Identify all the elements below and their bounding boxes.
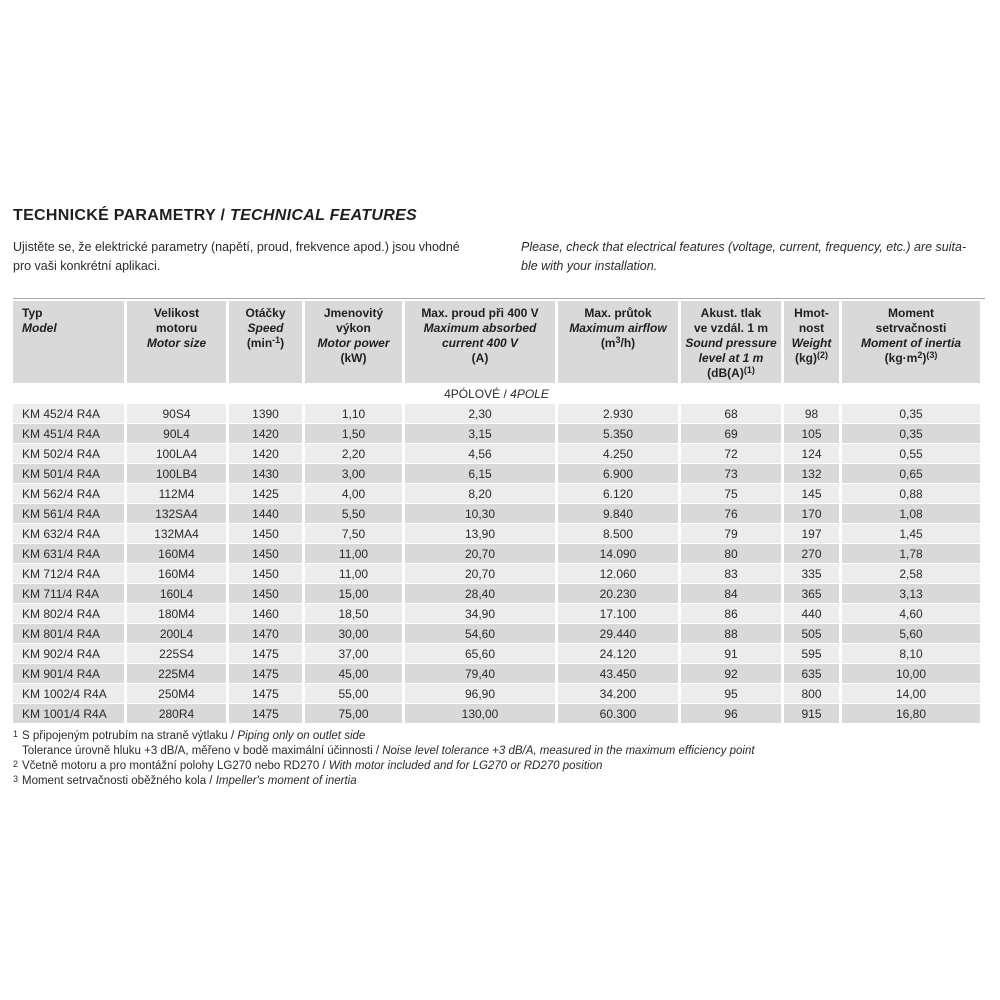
table-row (13, 404, 980, 423)
cell-motor-power: 75,00 (305, 704, 402, 723)
intro-czech-line1: Ujistěte se, že elektrické parametry (napětí, proud, frekvence apod.) jsou vhodné (13, 240, 460, 254)
table-wrap (10, 300, 983, 724)
cell-max-airflow: 8.500 (558, 524, 678, 543)
intro-english (521, 238, 988, 276)
col-header-typ: Typ Model (13, 301, 124, 383)
pole-section-czech: 4PÓLOVÉ (444, 386, 501, 401)
cell-typ: KM 631/4 R4A (13, 544, 124, 563)
cell-sound-pressure: 72 (681, 444, 781, 463)
cell-inertia: 10,00 (842, 664, 980, 683)
cell-max-airflow: 2.930 (558, 404, 678, 423)
cell-max-current: 6,15 (405, 464, 555, 483)
cell-typ: KM 632/4 R4A (13, 524, 124, 543)
cell-max-airflow: 29.440 (558, 624, 678, 643)
cell-typ: KM 902/4 R4A (13, 644, 124, 663)
footnote-separator: / (319, 760, 329, 772)
cell-motor-power: 7,50 (305, 524, 402, 543)
footnote-separator: / (227, 730, 238, 742)
cell-motor-size: 250M4 (127, 684, 226, 703)
cell-motor-size: 160L4 (127, 584, 226, 603)
cell-max-current: 13,90 (405, 524, 555, 543)
table-row (13, 444, 980, 463)
footnote-separator: / (372, 745, 383, 757)
table-row (13, 684, 980, 703)
cell-sound-pressure: 83 (681, 564, 781, 583)
cell-sound-pressure: 92 (681, 664, 781, 683)
page-title-czech: TECHNICKÉ PARAMETRY (13, 207, 216, 224)
table-row (13, 664, 980, 683)
cell-inertia: 4,60 (842, 604, 980, 623)
footnote-text (22, 729, 365, 744)
footnote-separator: / (206, 775, 216, 787)
cell-inertia: 8,10 (842, 644, 980, 663)
cell-typ: KM 502/4 R4A (13, 444, 124, 463)
cell-weight: 170 (784, 504, 839, 523)
cell-inertia: 0,65 (842, 464, 980, 483)
cell-weight: 595 (784, 644, 839, 663)
cell-max-current: 4,56 (405, 444, 555, 463)
footnote-marker: 2 (13, 759, 19, 769)
cell-inertia: 0,35 (842, 424, 980, 443)
cell-max-current: 130,00 (405, 704, 555, 723)
cell-typ: KM 802/4 R4A (13, 604, 124, 623)
cell-typ: KM 712/4 R4A (13, 564, 124, 583)
cell-sound-pressure: 76 (681, 504, 781, 523)
cell-max-airflow: 20.230 (558, 584, 678, 603)
col-header-weight: Hmot- nost Weight (kg)$^{(2)}$ (784, 301, 839, 383)
col-header-motor-power: Jmenovitý výkon Motor power (kW) (305, 301, 402, 383)
col-header-max-airflow: Max. průtok Maximum airflow $(m^3/h)$ (558, 301, 678, 383)
cell-motor-power: 55,00 (305, 684, 402, 703)
cell-inertia: 0,88 (842, 484, 980, 503)
cell-motor-power: 3,00 (305, 464, 402, 483)
cell-inertia: 3,13 (842, 584, 980, 603)
cell-speed: 1440 (229, 504, 302, 523)
intro-czech (13, 238, 491, 276)
table-body (13, 404, 980, 723)
cell-inertia: 1,08 (842, 504, 980, 523)
table-top-rule (13, 298, 985, 299)
cell-speed: 1390 (229, 404, 302, 423)
cell-max-current: 79,40 (405, 664, 555, 683)
cell-motor-power: 1,10 (305, 404, 402, 423)
pole-section-row (13, 384, 980, 403)
cell-motor-size: 112M4 (127, 484, 226, 503)
cell-max-current: 3,15 (405, 424, 555, 443)
table-row (13, 704, 980, 723)
cell-typ: KM 561/4 R4A (13, 504, 124, 523)
cell-max-airflow: 34.200 (558, 684, 678, 703)
cell-speed: 1450 (229, 524, 302, 543)
col-header-max-current: Max. proud při 400 V Maximum absorbed current 400 V (A) (405, 301, 555, 383)
cell-motor-size: 100LB4 (127, 464, 226, 483)
cell-max-current: 65,60 (405, 644, 555, 663)
cell-typ: KM 901/4 R4A (13, 664, 124, 683)
cell-speed: 1475 (229, 664, 302, 683)
cell-weight: 365 (784, 584, 839, 603)
page-title (13, 205, 417, 227)
cell-max-airflow: 4.250 (558, 444, 678, 463)
pole-section-separator: / (500, 386, 511, 401)
cell-motor-power: 45,00 (305, 664, 402, 683)
cell-inertia: 5,60 (842, 624, 980, 643)
page-title-english: TECHNICAL FEATURES (230, 207, 418, 224)
cell-sound-pressure: 68 (681, 404, 781, 423)
table-header-row (13, 301, 980, 383)
cell-inertia: 0,55 (842, 444, 980, 463)
cell-motor-size: 160M4 (127, 564, 226, 583)
cell-sound-pressure: 80 (681, 544, 781, 563)
cell-typ: KM 452/4 R4A (13, 404, 124, 423)
footnote-text (22, 774, 357, 789)
cell-typ: KM 711/4 R4A (13, 584, 124, 603)
cell-speed: 1475 (229, 684, 302, 703)
cell-typ: KM 1002/4 R4A (13, 684, 124, 703)
col-header-speed: Otáčky Speed $(\min^{-1})$ (229, 301, 302, 383)
table-row (13, 564, 980, 583)
cell-max-current: 10,30 (405, 504, 555, 523)
cell-inertia: 0,35 (842, 404, 980, 423)
cell-sound-pressure: 88 (681, 624, 781, 643)
table-row (13, 624, 980, 643)
cell-weight: 98 (784, 404, 839, 423)
cell-sound-pressure: 96 (681, 704, 781, 723)
technical-features-table (10, 300, 983, 724)
cell-weight: 505 (784, 624, 839, 643)
cell-max-airflow: 5.350 (558, 424, 678, 443)
table-row (13, 524, 980, 543)
cell-weight: 915 (784, 704, 839, 723)
table-row (13, 584, 980, 603)
cell-max-current: 96,90 (405, 684, 555, 703)
cell-inertia: 14,00 (842, 684, 980, 703)
cell-speed: 1430 (229, 464, 302, 483)
footnote-text (22, 744, 755, 759)
cell-motor-size: 200L4 (127, 624, 226, 643)
cell-sound-pressure: 75 (681, 484, 781, 503)
intro-czech-line2: pro vaši konkrétní aplikaci. (13, 259, 161, 273)
footnote-marker: 1 (13, 729, 19, 739)
cell-motor-power: 1,50 (305, 424, 402, 443)
cell-inertia: 16,80 (842, 704, 980, 723)
cell-weight: 132 (784, 464, 839, 483)
footnote-czech: Moment setrvačnosti oběžného kola (22, 775, 207, 787)
cell-motor-size: 225S4 (127, 644, 226, 663)
cell-speed: 1450 (229, 584, 302, 603)
table-row (13, 604, 980, 623)
table-row (13, 544, 980, 563)
cell-sound-pressure: 69 (681, 424, 781, 443)
footnote (13, 744, 988, 759)
footnote-english: Noise level tolerance +3 dB/A, measured in the maximum efficiency point (382, 745, 755, 757)
table-row (13, 484, 980, 503)
cell-weight: 145 (784, 484, 839, 503)
cell-motor-power: 18,50 (305, 604, 402, 623)
footnote-english: With motor included and for LG270 or RD270 position (328, 760, 603, 772)
cell-motor-size: 160M4 (127, 544, 226, 563)
cell-max-airflow: 24.120 (558, 644, 678, 663)
cell-sound-pressure: 86 (681, 604, 781, 623)
cell-sound-pressure: 79 (681, 524, 781, 543)
cell-motor-size: 280R4 (127, 704, 226, 723)
col-header-inertia: Moment setrvačnosti Moment of inertia $(kg\cdot m^2)^{(3)}$ (842, 301, 980, 383)
cell-speed: 1470 (229, 624, 302, 643)
cell-motor-size: 90S4 (127, 404, 226, 423)
intro-english-line1: Please, check that electrical features (voltage, current, frequency, etc.) are suita- (521, 240, 967, 254)
cell-inertia: 1,45 (842, 524, 980, 543)
cell-speed: 1450 (229, 544, 302, 563)
cell-speed: 1475 (229, 644, 302, 663)
cell-motor-size: 132SA4 (127, 504, 226, 523)
cell-weight: 800 (784, 684, 839, 703)
cell-motor-power: 2,20 (305, 444, 402, 463)
page-title-separator: / (215, 207, 230, 224)
cell-weight: 270 (784, 544, 839, 563)
cell-motor-power: 11,00 (305, 544, 402, 563)
cell-speed: 1460 (229, 604, 302, 623)
cell-sound-pressure: 95 (681, 684, 781, 703)
footnote (13, 774, 988, 789)
cell-motor-size: 100LA4 (127, 444, 226, 463)
footnote-czech: S připojeným potrubím na straně výtlaku (22, 730, 228, 742)
cell-max-airflow: 6.120 (558, 484, 678, 503)
cell-motor-power: 5,50 (305, 504, 402, 523)
col-header-sound-pressure: Akust. tlak ve vzdál. 1 m Sound pressure level at 1 m ($dB(A)^{(1)}$ (681, 301, 781, 383)
cell-max-current: 20,70 (405, 544, 555, 563)
cell-motor-power: 37,00 (305, 644, 402, 663)
footnote-marker (13, 742, 22, 757)
cell-motor-size: 180M4 (127, 604, 226, 623)
cell-motor-power: 11,00 (305, 564, 402, 583)
footnote-czech: Včetně motoru a pro montážní polohy LG270 nebo RD270 (22, 760, 320, 772)
cell-sound-pressure: 91 (681, 644, 781, 663)
col-header-motor-size: Velikost motoru Motor size (127, 301, 226, 383)
table-row (13, 464, 980, 483)
cell-max-current: 28,40 (405, 584, 555, 603)
cell-speed: 1425 (229, 484, 302, 503)
footnote-text (22, 759, 602, 774)
cell-sound-pressure: 73 (681, 464, 781, 483)
cell-motor-size: 225M4 (127, 664, 226, 683)
cell-weight: 124 (784, 444, 839, 463)
cell-max-airflow: 17.100 (558, 604, 678, 623)
footnote-czech: Tolerance úrovně hluku +3 dB/A, měřeno v bodě maximální účinnosti (22, 745, 373, 757)
cell-motor-power: 15,00 (305, 584, 402, 603)
cell-typ: KM 501/4 R4A (13, 464, 124, 483)
intro-paragraphs (13, 238, 988, 276)
footnotes (13, 729, 988, 789)
footnote-english: Piping only on outlet side (237, 730, 366, 742)
cell-typ: KM 562/4 R4A (13, 484, 124, 503)
footnote (13, 759, 988, 774)
cell-speed: 1450 (229, 564, 302, 583)
cell-motor-size: 90L4 (127, 424, 226, 443)
cell-typ: KM 801/4 R4A (13, 624, 124, 643)
cell-max-current: 8,20 (405, 484, 555, 503)
cell-weight: 105 (784, 424, 839, 443)
cell-weight: 197 (784, 524, 839, 543)
cell-typ: KM 451/4 R4A (13, 424, 124, 443)
footnote (13, 729, 988, 744)
cell-max-airflow: 43.450 (558, 664, 678, 683)
cell-max-current: 2,30 (405, 404, 555, 423)
footnote-marker: 3 (13, 774, 19, 784)
cell-max-airflow: 6.900 (558, 464, 678, 483)
cell-max-airflow: 60.300 (558, 704, 678, 723)
cell-max-current: 34,90 (405, 604, 555, 623)
cell-sound-pressure: 84 (681, 584, 781, 603)
cell-speed: 1475 (229, 704, 302, 723)
cell-inertia: 1,78 (842, 544, 980, 563)
cell-max-airflow: 9.840 (558, 504, 678, 523)
cell-typ: KM 1001/4 R4A (13, 704, 124, 723)
cell-inertia: 2,58 (842, 564, 980, 583)
cell-motor-power: 30,00 (305, 624, 402, 643)
cell-max-airflow: 14.090 (558, 544, 678, 563)
footnote-english: Impeller's moment of inertia (215, 775, 357, 787)
intro-english-line2: ble with your installation. (521, 259, 658, 273)
cell-weight: 635 (784, 664, 839, 683)
cell-motor-power: 4,00 (305, 484, 402, 503)
cell-max-current: 54,60 (405, 624, 555, 643)
cell-weight: 335 (784, 564, 839, 583)
cell-speed: 1420 (229, 444, 302, 463)
pole-section-label (13, 384, 980, 403)
cell-motor-size: 132MA4 (127, 524, 226, 543)
pole-section-english: 4POLE (510, 386, 549, 401)
cell-speed: 1420 (229, 424, 302, 443)
table-row (13, 424, 980, 443)
cell-max-airflow: 12.060 (558, 564, 678, 583)
table-row (13, 504, 980, 523)
cell-weight: 440 (784, 604, 839, 623)
cell-max-current: 20,70 (405, 564, 555, 583)
table-row (13, 644, 980, 663)
